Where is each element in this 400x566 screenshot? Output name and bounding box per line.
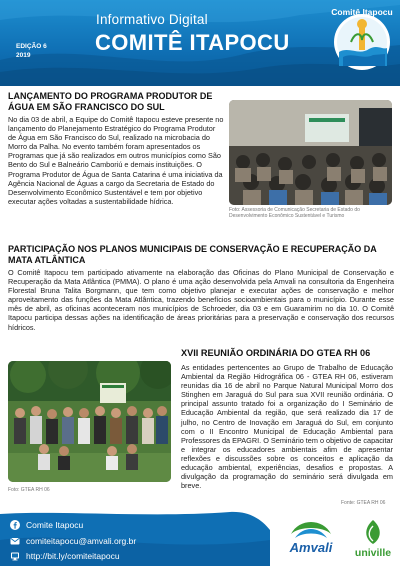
- article3-group-photo: [8, 361, 171, 482]
- comite-itapocu-logo: [329, 2, 395, 74]
- article3-title: XVII REUNIÃO ORDINÁRIA DO GTEA RH 06: [181, 348, 371, 358]
- newsletter-title: COMITÊ ITAPOCU: [95, 30, 290, 55]
- footer-email[interactable]: [10, 536, 136, 546]
- header-banner: [0, 0, 400, 86]
- article1-photo: [229, 100, 392, 205]
- article2-title: PARTICIPAÇÃO NOS PLANOS MUNICIPAIS DE CONSERVAÇÃO E RECUPERAÇÃO DA MATA ATLÂNTICA: [8, 244, 377, 265]
- article2-body: O Comitê Itapocu tem participado ativamente na elaboração das Oficinas do Plano Municipal de Conservação e Recuperação da Mata Atlântica (PMMA). O plano é uma ação desenvolvida pela Amvali na consultoria da Engenheira Florestal Bruna Talita Borgmann, que tem como objetivo planejar e executar ações de conservação e melhor aproveitamento das funções da Mata Atlântica, trazendo benefícios socioambientais para o município. Durante esse mês de abril, as oficinas aconteceram nos municípios de Schroeder, dia 03 e em Guaramirim no dia 10. O Comitê Itapocu participa dessas ações na identificação de áreas prioritárias para a preservação e conservação dos recursos hídricos.: [8, 268, 394, 332]
- univille-logo: [350, 516, 396, 560]
- article1-title: LANÇAMENTO DO PROGRAMA PRODUTOR DE ÁGUA EM SÃO FRANCISCO DO SUL: [8, 91, 213, 112]
- article1-photo-caption: Foto: Assessoria de Comunicação Secretaria de Estado do Desenvolvimento Econômico Sustentável e Turismo: [229, 207, 360, 219]
- edition-year: 2019: [16, 52, 31, 59]
- amvali-logo: [283, 514, 339, 558]
- newsletter-subtitle: Informativo Digital: [96, 12, 208, 27]
- article3-photo-caption: Foto: GTEA RH 06: [8, 487, 50, 493]
- facebook-icon: [10, 520, 20, 530]
- article1-body: No dia 03 de abril, a Equipe do Comitê Itapocu esteve presente no lançamento do Planejamento Estratégico do Programa Produtor de Água em São Francisco do Sul, realizado na microbacia do Morro da Palha. No evento também foram apresentados os Programas que já são realizados em outros municípios como São Bento do Sul e Balneário Camboriú e demais instituições. O Programa Produtor de Água de Santa Catarina é uma iniciativa da Agência Nacional de Águas a cargo da Secretaria de Estado do Desenvolvimento Econômico Sustentável e tem por objetivo executar ações voltadas a sustentabilidade hídrica.: [8, 115, 224, 206]
- link-url: http://bit.ly/comiteitapocu: [26, 551, 120, 561]
- email-address: comiteitapocu@amvali.org.br: [26, 536, 137, 546]
- link-icon: [10, 551, 20, 561]
- facebook-label: Comite Itapocu: [26, 520, 84, 530]
- footer-link[interactable]: [10, 551, 120, 561]
- footer-facebook[interactable]: [10, 520, 83, 530]
- email-icon: [10, 536, 20, 546]
- logo-text: Comitê Itapocu: [331, 7, 393, 17]
- amvali-wordmark: Amvali: [289, 540, 333, 555]
- univille-wordmark: univille: [354, 547, 392, 559]
- article3-body: As entidades pertencentes ao Grupo de Trabalho de Educação Ambiental da Região Hidrográfica 06 - GTEA RH 06, estiveram reunidas dia 16 de abril no Parque Natural Municipal Morro dos Stinghen em Jaraguá do Sul para sua XVII reunião ordinária. O principal assunto tratado foi a organização do I Seminário de Educação Ambiental da região, que será realizado dia 17 de julho, no Centro de Inovação em Jaraguá do Sul, em conjunto com o II Encontro Municipal de Educação Ambiental para Professores da EPAGRI. O Seminário tem o objetivo de capacitar e integrar os educadores ambientais afim de apresentar reflexões e discussões sobre os conceitos e aplicação da educação ambiental, experiências, desafios e propostas. A divulgação da programação do seminário será divulgada em breve.: [181, 363, 393, 491]
- article3-source-caption: Fonte: GTEA RH 06: [341, 500, 386, 506]
- footer: [0, 510, 400, 566]
- edition-label: [16, 42, 47, 60]
- edition-number: EDIÇÃO 6: [16, 43, 47, 50]
